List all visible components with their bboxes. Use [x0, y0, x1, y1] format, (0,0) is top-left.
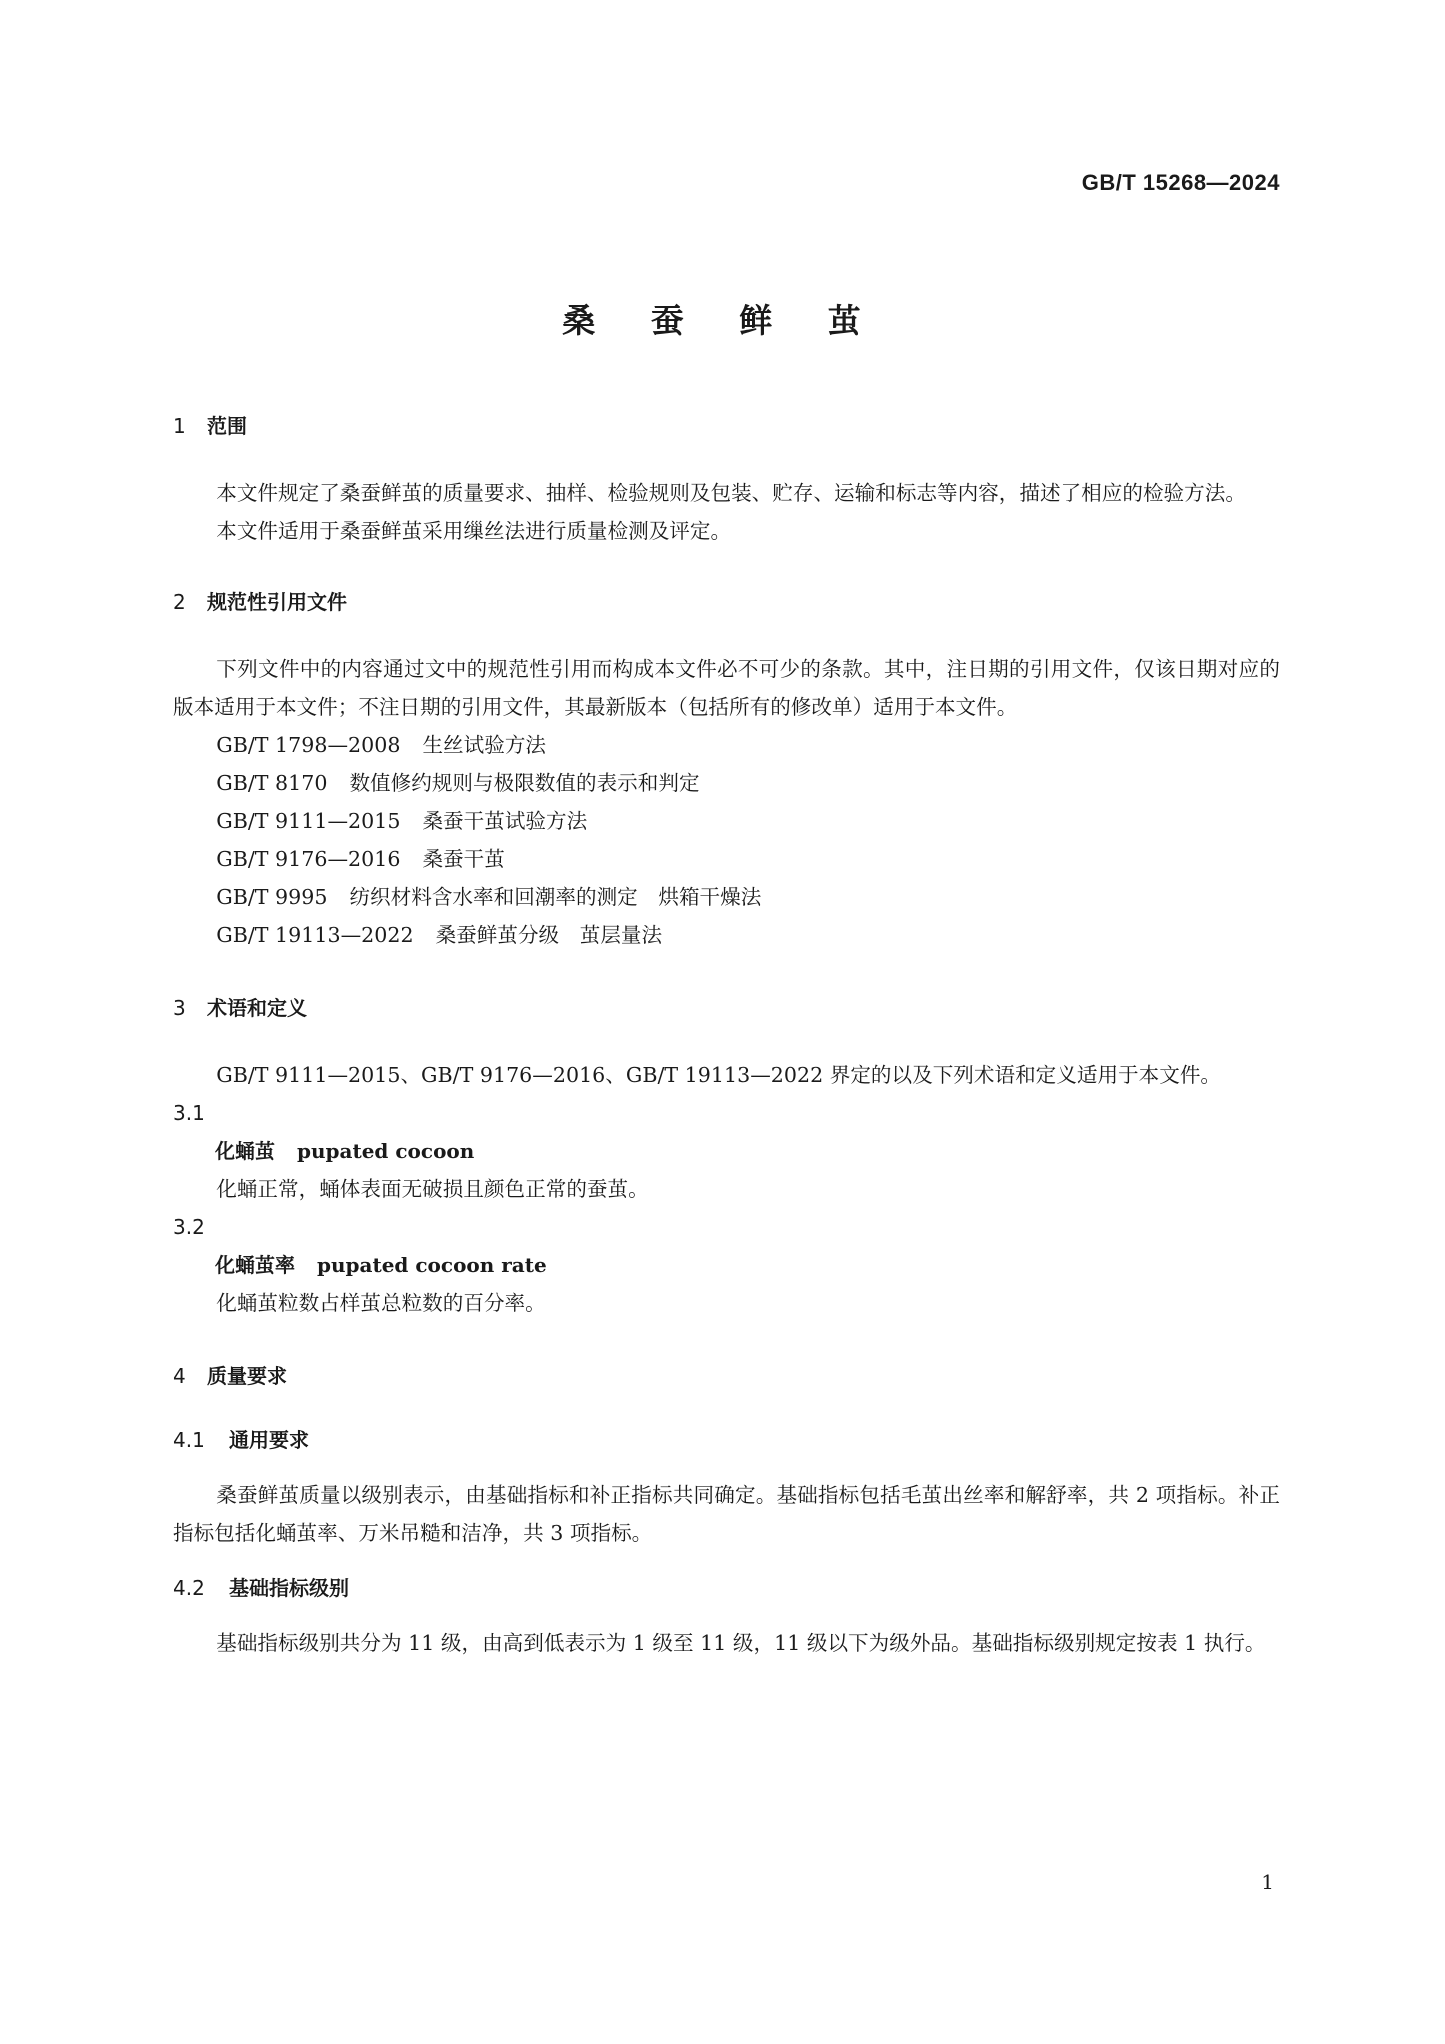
term-definition: 化蛹茧粒数占样茧总粒数的百分率。 — [216, 1291, 546, 1315]
section-heading-2 — [173, 584, 1280, 620]
section-title: 术语和定义 — [207, 996, 307, 1020]
section-number: 3 — [173, 996, 186, 1020]
section-number: 1 — [173, 414, 186, 438]
section-heading-4 — [173, 1358, 1280, 1394]
subsection-number: 4.2 — [173, 1576, 205, 1600]
reference-item: GB/T 1798—2008 生丝试验方法 — [216, 733, 547, 757]
section-title: 质量要求 — [207, 1364, 287, 1388]
term-number: 3.2 — [173, 1215, 205, 1239]
paragraph: 本文件适用于桑蚕鲜茧采用缫丝法进行质量检测及评定。 — [216, 519, 732, 543]
section-heading-1 — [173, 408, 1280, 444]
reference-item: GB/T 19113—2022 桑蚕鲜茧分级 茧层量法 — [216, 923, 663, 947]
reference-item: GB/T 9176—2016 桑蚕干茧 — [216, 847, 505, 871]
paragraph: 桑蚕鲜茧质量以级别表示，由基础指标和补正指标共同确定。基础指标包括毛茧出丝率和解舒率，共 2 项指标。补正指标包括化蛹茧率、万米吊糙和洁净，共 3 项指标。 — [173, 1483, 1280, 1545]
paragraph: GB/T 9111—2015、GB/T 9176—2016、GB/T 19113—2022 界定的以及下列术语和定义适用于本文件。 — [216, 1063, 1222, 1087]
section-number: 2 — [173, 590, 186, 614]
subsection-heading-4-1 — [173, 1422, 1280, 1458]
subsection-title: 基础指标级别 — [229, 1576, 349, 1600]
reference-item: GB/T 8170 数值修约规则与极限数值的表示和判定 — [216, 771, 700, 795]
standard-code: GB/T 15268—2024 — [1081, 170, 1280, 195]
term-heading: 化蛹茧率 pupated cocoon rate — [215, 1253, 547, 1277]
page-number: 1 — [1261, 1870, 1274, 1894]
section-number: 4 — [173, 1364, 186, 1388]
term-definition: 化蛹正常，蛹体表面无破损且颜色正常的蚕茧。 — [216, 1177, 649, 1201]
reference-item: GB/T 9995 纺织材料含水率和回潮率的测定 烘箱干燥法 — [216, 885, 762, 909]
reference-item: GB/T 9111—2015 桑蚕干茧试验方法 — [216, 809, 588, 833]
section-title: 范围 — [207, 414, 247, 438]
paragraph: 基础指标级别共分为 11 级，由高到低表示为 1 级至 11 级，11 级以下为级外品。基础指标级别规定按表 1 执行。 — [216, 1631, 1266, 1655]
subsection-heading-4-2 — [173, 1570, 1280, 1606]
paragraph: 本文件规定了桑蚕鲜茧的质量要求、抽样、检验规则及包装、贮存、运输和标志等内容，描述了相应的检验方法。 — [216, 481, 1246, 505]
subsection-title: 通用要求 — [229, 1428, 309, 1452]
document-title: 桑 蚕 鲜 茧 — [562, 301, 883, 340]
section-heading-3 — [173, 990, 1280, 1026]
subsection-number: 4.1 — [173, 1428, 205, 1452]
section-title: 规范性引用文件 — [207, 590, 347, 614]
document-body — [173, 408, 1280, 1662]
term-heading: 化蛹茧 pupated cocoon — [215, 1139, 475, 1163]
term-number: 3.1 — [173, 1101, 205, 1125]
paragraph: 下列文件中的内容通过文中的规范性引用而构成本文件必不可少的条款。其中，注日期的引用文件，仅该日期对应的版本适用于本文件；不注日期的引用文件，其最新版本（包括所有的修改单）适用于本文件。 — [173, 657, 1280, 719]
